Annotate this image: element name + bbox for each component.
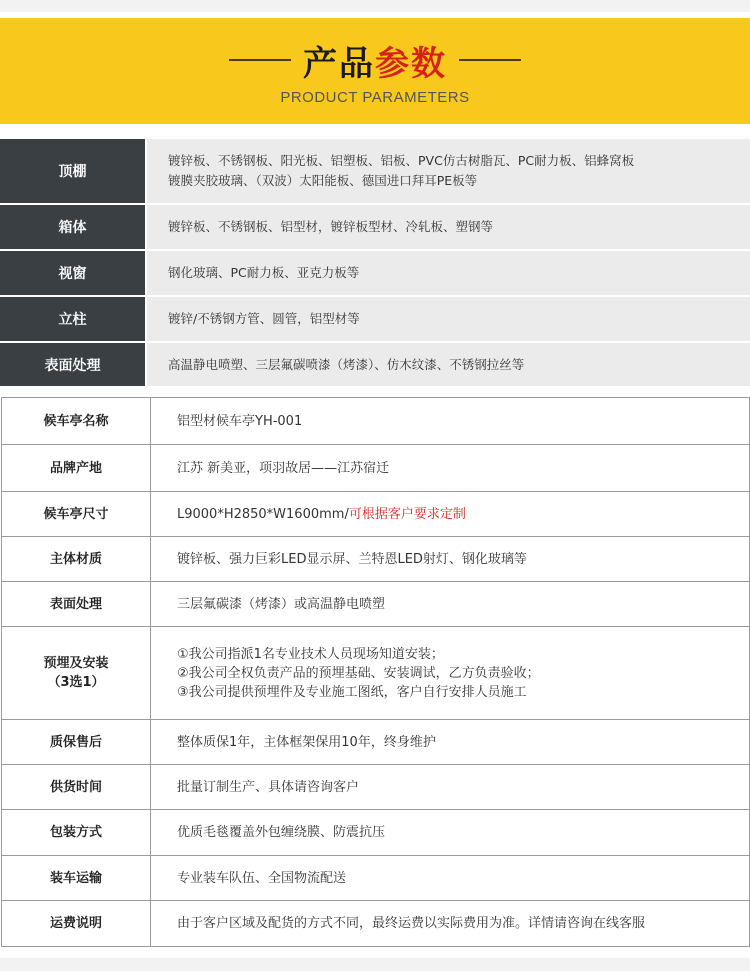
spec-label: 表面处理 xyxy=(2,582,151,626)
spec-row xyxy=(2,537,749,582)
spec-row xyxy=(2,901,749,946)
spec-row xyxy=(2,856,749,901)
spec-value: 铝型材候车亭YH-001 xyxy=(177,413,303,429)
spec-label: 质保售后 xyxy=(2,720,151,764)
materials-row xyxy=(0,343,750,386)
spec-row xyxy=(2,810,749,856)
materials-line: 高温静电喷塑、三层氟碳喷漆（烤漆）、仿木纹漆、不锈钢拉丝等 xyxy=(168,356,525,372)
materials-label: 表面处理 xyxy=(0,343,145,386)
install-option: ①我公司指派1名专业技术人员现场知道安装； xyxy=(177,646,444,662)
spec-value: 三层氟碳漆（烤漆）或高温静电喷塑 xyxy=(177,596,386,612)
spec-value: 整体质保1年，主体框架保用10年，终身维护 xyxy=(177,734,436,750)
title-right-rule xyxy=(459,59,521,61)
materials-label: 顶棚 xyxy=(0,139,145,203)
spec-value xyxy=(151,627,749,719)
install-label-line1: 预埋及安装 xyxy=(43,656,109,671)
spec-row xyxy=(2,398,749,445)
spec-label: 运费说明 xyxy=(2,901,151,946)
materials-line: 镀锌板、不锈钢板、铝型材，镀锌板型材、冷轧板、塑钢等 xyxy=(168,219,494,234)
page-title xyxy=(303,36,447,85)
materials-table xyxy=(0,139,750,388)
materials-label: 立柱 xyxy=(0,297,145,341)
spec-value: 专业装车队伍、全国物流配送 xyxy=(177,870,347,886)
materials-line: 镀锌板、不锈钢板、阳光板、铝塑板、铝板、PVC仿古树脂瓦、PC耐力板、铝蜂窝板 xyxy=(168,153,635,168)
materials-row xyxy=(0,205,750,249)
materials-row xyxy=(0,251,750,295)
materials-line: 镀膜夹胶玻璃、（双波）太阳能板、德国进口拜耳PE板等 xyxy=(168,173,478,188)
title-part1: 产品 xyxy=(303,43,375,84)
spec-table xyxy=(1,397,750,947)
spec-value xyxy=(151,492,749,536)
spec-row xyxy=(2,492,749,537)
materials-value xyxy=(145,343,750,386)
page-subtitle: PRODUCT PARAMETERS xyxy=(280,89,470,106)
spec-value: 优质毛毯覆盖外包缠绕膜、防震抗压 xyxy=(177,825,386,840)
spec-row xyxy=(2,720,749,765)
spec-label: 候车亭名称 xyxy=(2,398,151,444)
spec-label: 主体材质 xyxy=(2,537,151,581)
title-part2: 参数 xyxy=(375,43,447,84)
install-option: ③我公司提供预埋件及专业施工图纸，客户自行安排人员施工 xyxy=(177,684,527,700)
spec-value: 批量订制生产、具体请咨询客户 xyxy=(177,779,360,795)
spec-label: 包装方式 xyxy=(2,810,151,855)
materials-label: 箱体 xyxy=(0,205,145,249)
materials-label: 视窗 xyxy=(0,251,145,295)
spec-row xyxy=(2,627,749,720)
spec-row xyxy=(2,445,749,492)
spec-label: 品牌产地 xyxy=(2,445,151,491)
spec-value: 由于客户区域及配货的方式不同，最终运费以实际费用为准。详情请咨询在线客服 xyxy=(177,916,646,931)
spec-label: 候车亭尺寸 xyxy=(2,492,151,536)
spec-row xyxy=(2,582,749,627)
materials-line: 钢化玻璃、PC耐力板、亚克力板等 xyxy=(168,265,360,280)
materials-value xyxy=(145,297,750,341)
title-left-rule xyxy=(229,59,291,61)
spec-row xyxy=(2,765,749,810)
materials-value xyxy=(145,139,750,203)
materials-value xyxy=(145,205,750,249)
install-label-line2: （3选1） xyxy=(47,675,105,690)
size-dimensions: L9000*H2850*W1600mm/ xyxy=(177,506,349,522)
materials-line: 镀锌/不锈钢方管、圆管，铝型材等 xyxy=(168,311,360,326)
install-option: ②我公司全权负责产品的预埋基础、安装调试，乙方负责验收； xyxy=(177,665,540,681)
bottom-strip xyxy=(0,958,750,971)
title-row xyxy=(0,38,750,82)
size-text xyxy=(177,505,749,524)
materials-row xyxy=(0,139,750,203)
size-custom-note: 可根据客户要求定制 xyxy=(348,506,466,522)
spec-label: 装车运输 xyxy=(2,856,151,900)
top-strip xyxy=(0,0,750,12)
spec-label xyxy=(2,627,151,719)
materials-row xyxy=(0,297,750,341)
spec-value: 江苏 新美亚，项羽故居——江苏宿迁 xyxy=(177,460,390,476)
materials-value xyxy=(145,251,750,295)
spec-label: 供货时间 xyxy=(2,765,151,809)
spec-value: 镀锌板、强力巨彩LED显示屏、兰特恩LED射灯、钢化玻璃等 xyxy=(177,551,527,567)
